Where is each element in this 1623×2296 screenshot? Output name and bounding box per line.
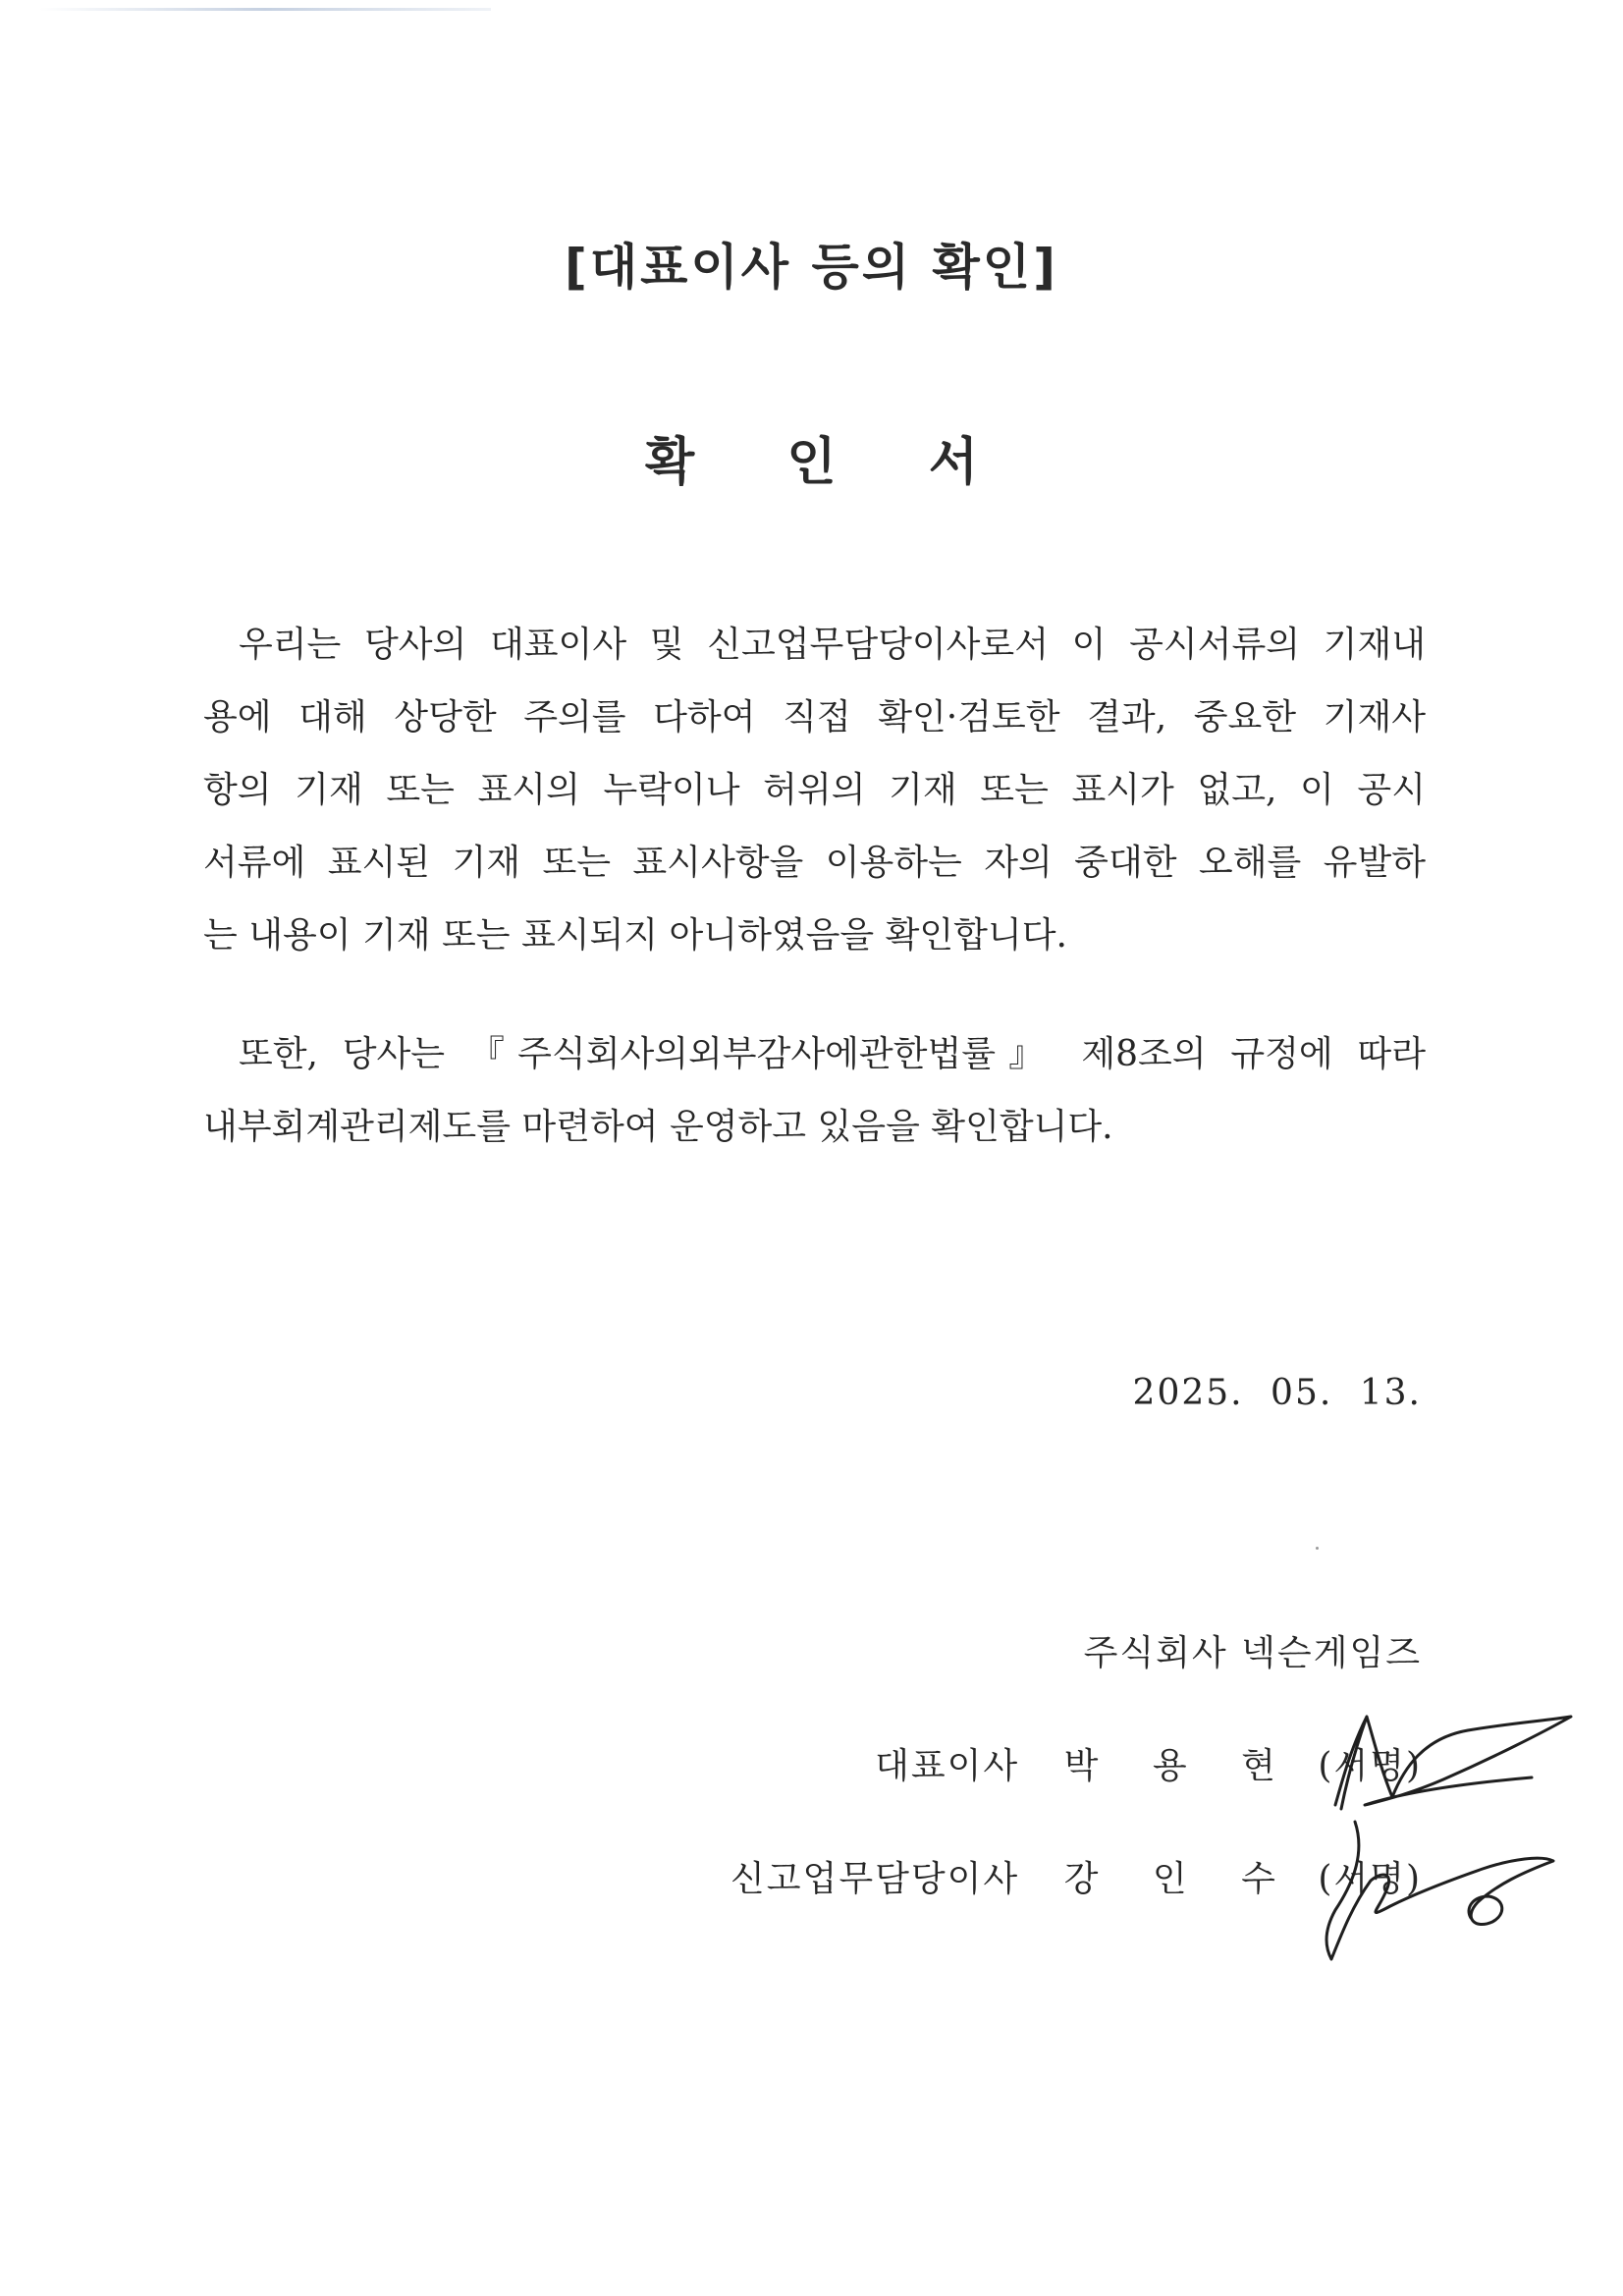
signature-mark-label: (서명) [1318, 1746, 1422, 1786]
paragraph-line: 내부회계관리제도를 마련하여 운영하고 있음을 확인합니다. [203, 1107, 1113, 1147]
internal-control-paragraph [203, 1018, 1426, 1164]
signature-row-cfo [730, 1851, 1422, 1901]
signature-mark-label: (서명) [1318, 1859, 1422, 1899]
company-name: 주식회사 넥슨게임즈 [1083, 1633, 1422, 1673]
signature-row-ceo [875, 1738, 1422, 1788]
signatory-role: 대표이사 [875, 1746, 1020, 1786]
signatory-name: 박 용 현 [1063, 1746, 1297, 1786]
document-heading: [대표이사 등의 확인] [565, 239, 1058, 296]
paragraph-line: 용에 대해 상당한 주의를 다하여 직접 확인·검토한 결과, 중요한 기재사 [203, 697, 1426, 738]
paragraph-line: 항의 기재 또는 표시의 누락이나 허위의 기재 또는 표시가 없고, 이 공시 [203, 770, 1426, 810]
paragraph-line: 또한, 당사는 『주식회사의외부감사에관한법률』 제8조의 규정에 따라 [239, 1034, 1426, 1074]
paragraph-line: 우리는 당사의 대표이사 및 신고업무담당이사로서 이 공시서류의 기재내 [239, 625, 1426, 665]
document-date: 2025. 05. 13. [1132, 1373, 1422, 1413]
signatory-name: 강 인 수 [1063, 1859, 1297, 1899]
signatory-role: 신고업무담당이사 [730, 1859, 1020, 1899]
paragraph-line: 는 내용이 기재 또는 표시되지 아니하였음을 확인합니다. [203, 915, 1067, 956]
paragraph-line: 서류에 표시된 기재 또는 표시사항을 이용하는 자의 중대한 오해를 유발하 [203, 843, 1426, 883]
scan-speck [1316, 1547, 1319, 1550]
document-title: 확 인 서 [645, 433, 1015, 492]
confirmation-paragraph [203, 609, 1426, 972]
scan-artifact [39, 8, 491, 11]
